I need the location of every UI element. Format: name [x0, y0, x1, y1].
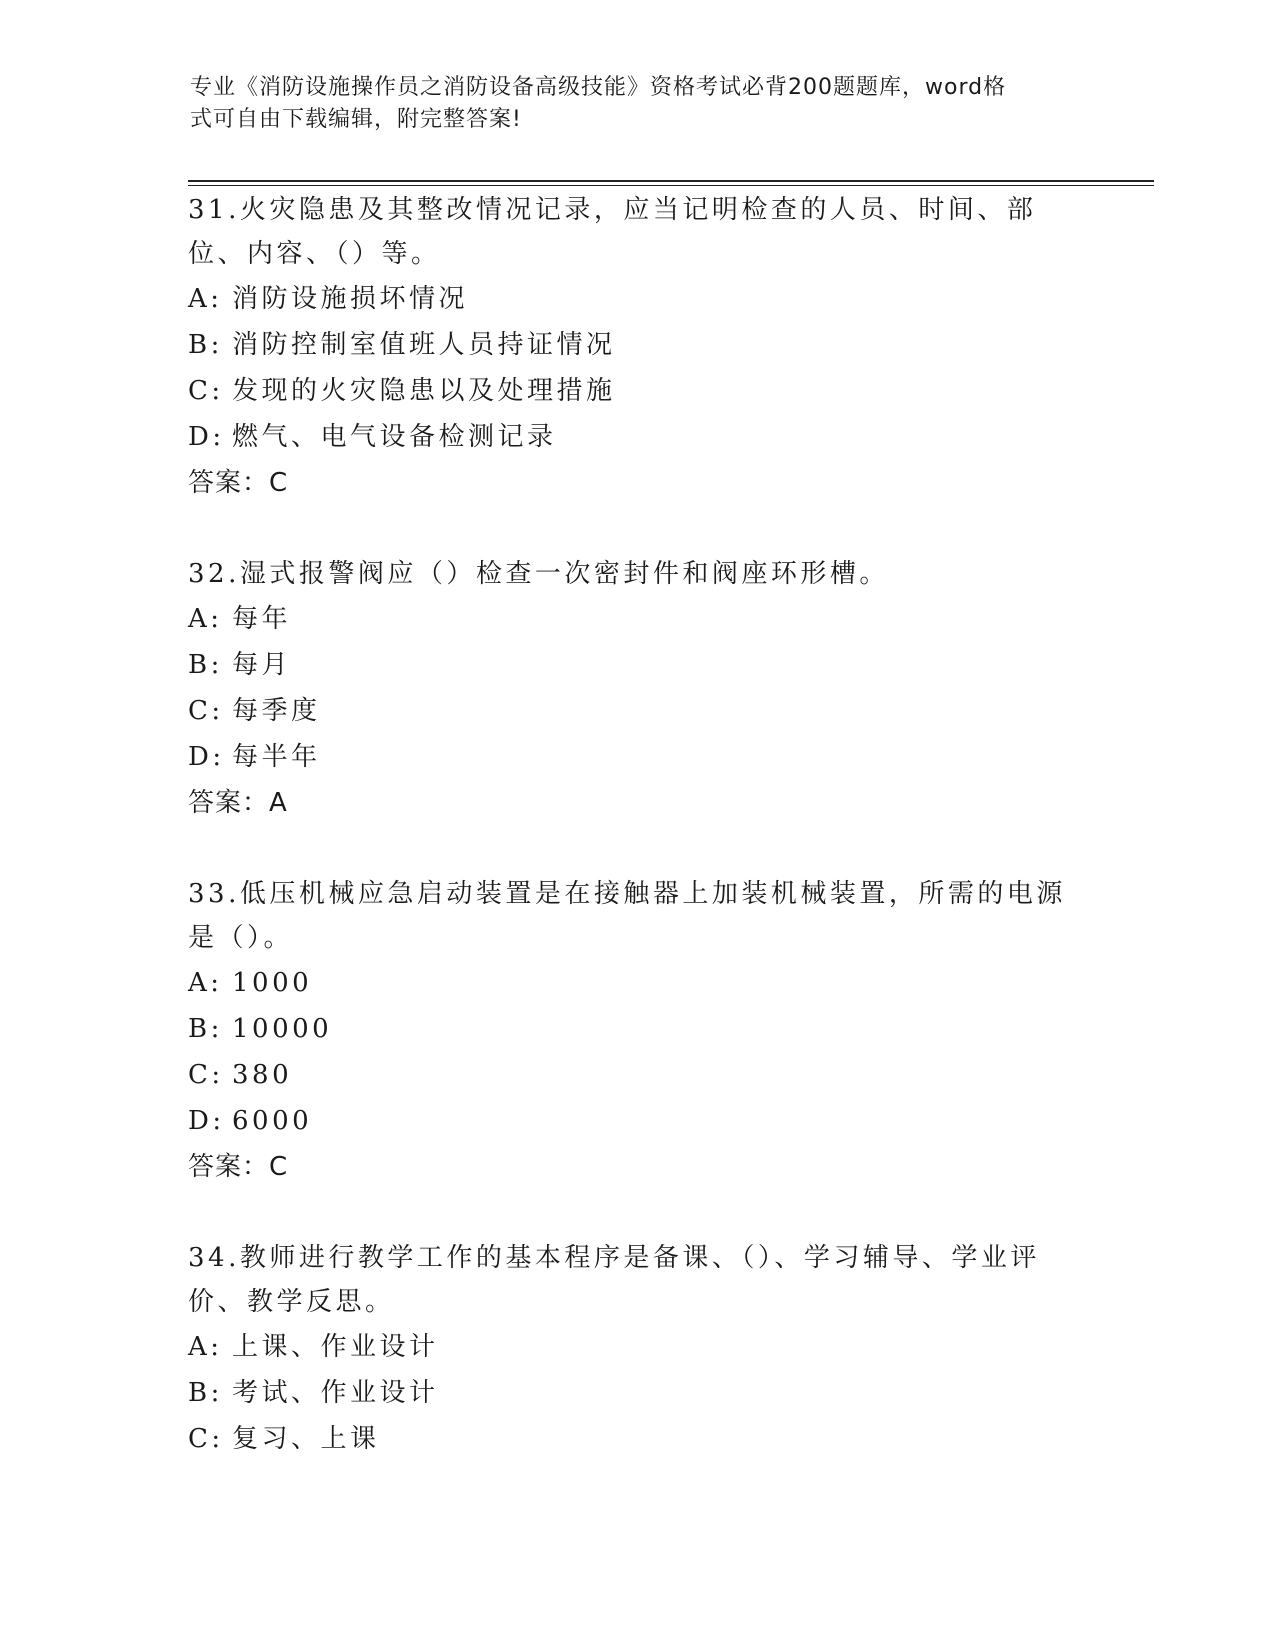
header-line-1: 专业《消防设施操作员之消防设备高级技能》资格考试必背200题题库，word格: [190, 75, 1007, 100]
option-key: D:: [188, 1106, 225, 1136]
option-key: A:: [188, 968, 223, 998]
option-c: [188, 688, 1088, 734]
header-divider-thin: [188, 185, 1154, 186]
question-stem: 34.教师进行教学工作的基本程序是备课、（）、学习辅导、学业评价、教学反思。: [188, 1243, 1040, 1317]
option-text: 消防控制室值班人员持证情况: [232, 330, 616, 360]
option-key: A:: [188, 284, 223, 314]
option-text: 消防设施损坏情况: [232, 284, 469, 314]
option-key: A:: [188, 1332, 223, 1362]
question-stem: 33.低压机械应急启动装置是在接触器上加装机械装置，所需的电源是（）。: [188, 879, 1066, 953]
option-text: 每半年: [232, 742, 321, 772]
option-text: 发现的火灾隐患以及处理措施: [232, 376, 616, 406]
option-c: [188, 1416, 1088, 1462]
option-text: 每年: [232, 604, 292, 634]
option-text: 1000: [232, 968, 313, 998]
answer-line: 答案：C: [188, 468, 289, 498]
question-34: [188, 1236, 1088, 1462]
option-key: B:: [188, 1378, 223, 1408]
question-32: [188, 552, 1088, 826]
option-key: A:: [188, 604, 223, 634]
option-b: [188, 1370, 1088, 1416]
option-a: [188, 596, 1088, 642]
option-text: 每季度: [232, 696, 321, 726]
option-key: C:: [188, 1424, 224, 1454]
option-key: C:: [188, 376, 224, 406]
question-stem: 32.湿式报警阀应（）检查一次密封件和阀座环形槽。: [188, 559, 889, 589]
option-c: [188, 368, 1088, 414]
option-d: [188, 414, 1088, 460]
option-b: [188, 1006, 1088, 1052]
option-b: [188, 642, 1088, 688]
option-c: [188, 1052, 1088, 1098]
option-key: C:: [188, 696, 224, 726]
option-text: 380: [232, 1060, 293, 1090]
option-key: D:: [188, 422, 225, 452]
answer-line: 答案：C: [188, 1152, 289, 1182]
option-key: D:: [188, 742, 225, 772]
option-d: [188, 1098, 1088, 1144]
option-key: C:: [188, 1060, 224, 1090]
option-key: B:: [188, 330, 223, 360]
option-a: [188, 1324, 1088, 1370]
answer-line: 答案：A: [188, 788, 288, 818]
question-33: [188, 872, 1088, 1190]
option-text: 每月: [232, 650, 292, 680]
option-text: 复习、上课: [232, 1424, 380, 1454]
option-a: [188, 960, 1088, 1006]
option-d: [188, 734, 1088, 780]
option-text: 考试、作业设计: [232, 1378, 439, 1408]
header-divider-thick: [188, 180, 1154, 182]
question-stem: 31.火灾隐患及其整改情况记录，应当记明检查的人员、时间、部位、内容、（）等。: [188, 195, 1037, 269]
option-text: 10000: [232, 1014, 333, 1044]
header-line-2: 式可自由下载编辑，附完整答案!: [190, 107, 522, 132]
option-key: B:: [188, 1014, 223, 1044]
option-key: B:: [188, 650, 223, 680]
option-text: 上课、作业设计: [232, 1332, 439, 1362]
question-31: [188, 188, 1088, 506]
question-list: [188, 188, 1088, 1508]
document-header: [190, 72, 1070, 136]
option-text: 6000: [232, 1106, 313, 1136]
option-a: [188, 276, 1088, 322]
option-text: 燃气、电气设备检测记录: [232, 422, 557, 452]
option-b: [188, 322, 1088, 368]
